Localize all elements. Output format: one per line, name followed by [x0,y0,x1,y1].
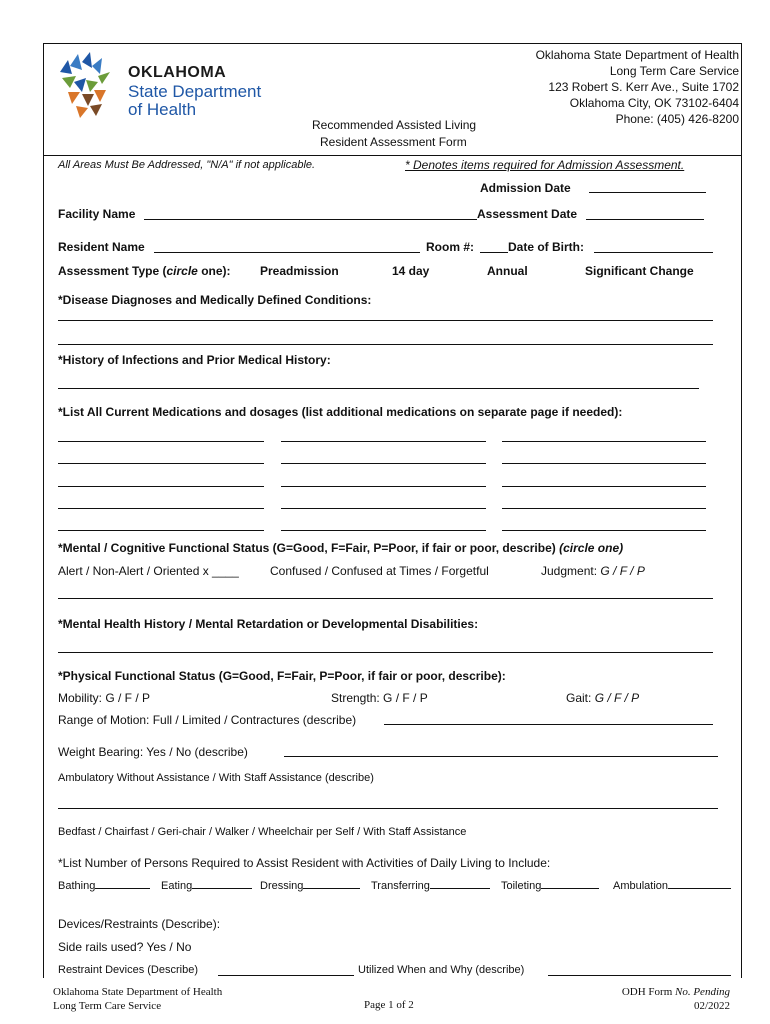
medication-line[interactable] [502,463,706,464]
option-14-day[interactable]: 14 day [392,264,430,278]
form-number [622,985,730,1013]
footer-agency-line: Long Term Care Service [53,1000,162,1012]
judgment-label: Judgment: [541,564,598,578]
history-heading: *History of Infections and Prior Medical History: [58,353,331,367]
mental-status-circle: (circle one) [559,541,624,555]
form-number-value: No. Pending [675,986,730,998]
history-line[interactable] [58,388,699,389]
range-of-motion-label: Range of Motion: Full / Limited / Contractures (describe) [58,713,357,727]
assessment-date-input[interactable] [586,219,704,220]
ambulatory-line[interactable] [58,808,718,809]
diagnoses-heading: *Disease Diagnoses and Medically Defined Conditions: [58,293,372,307]
address-line: Phone: (405) 426-8200 [615,112,739,126]
medications-heading: *List All Current Medications and dosages (list additional medications on separate page if needed): [58,405,623,419]
adl-eating-input[interactable] [192,877,252,889]
judgment-field[interactable] [541,564,645,578]
medication-line[interactable] [58,508,264,509]
address-line: 123 Robert S. Kerr Ave., Suite 1702 [548,80,739,94]
adl-dressing-label: Dressing [260,880,304,892]
mental-status-heading [58,541,623,555]
instruction-note: All Areas Must Be Addressed, "N/A" if not applicable. [58,159,316,171]
facility-name-label: Facility Name [58,207,136,221]
adl-toileting-input[interactable] [541,877,599,889]
facility-name-input[interactable] [144,219,477,220]
adl-dressing-input[interactable] [303,877,360,889]
medication-line[interactable] [281,508,486,509]
range-of-motion-input[interactable] [384,724,713,725]
medication-line[interactable] [58,486,264,487]
option-significant-change[interactable]: Significant Change [585,264,694,278]
admission-date-label: Admission Date [480,181,571,195]
assessment-type-end: one): [197,264,231,278]
address-line: Oklahoma City, OK 73102-6404 [569,96,739,110]
mental-status-text: *Mental / Cognitive Functional Status (G=Good, F=Fair, P=Poor, if fair or poor, describe) [58,541,556,555]
mental-status-line[interactable] [58,598,713,599]
agency-address [536,47,739,127]
adl-eating-label: Eating [161,880,193,892]
option-preadmission[interactable]: Preadmission [260,264,339,278]
adl-toileting-label: Toileting [501,880,542,892]
adl-toileting[interactable] [501,877,599,892]
restraint-label: Restraint Devices (Describe) [58,964,198,976]
restraint-input[interactable] [218,975,354,976]
weight-bearing-input[interactable] [284,756,718,757]
logo-text-oklahoma: OKLAHOMA [128,64,227,81]
adl-ambulation[interactable] [613,877,731,892]
assessment-date-label: Assessment Date [477,207,578,221]
confused-options[interactable]: Confused / Confused at Times / Forgetful [270,564,489,578]
medication-line[interactable] [281,486,486,487]
medication-line[interactable] [58,441,264,442]
form-number-line [622,985,730,999]
side-rails-options[interactable]: Side rails used? Yes / No [58,940,192,954]
medication-line[interactable] [502,508,706,509]
logo-text-of-health: of Health [128,100,197,119]
header-divider [43,155,741,156]
gait-options: G / F / P [594,691,640,705]
form-revision-date: 02/2022 [693,1000,730,1012]
address-line: Oklahoma State Department of Health [535,48,739,62]
adl-ambulation-label: Ambulation [613,880,669,892]
osdh-logo-icon [52,50,127,120]
adl-dressing[interactable] [260,877,360,892]
form-title: Recommended Assisted Living [312,118,477,132]
medication-line[interactable] [502,486,706,487]
form-subtitle: Resident Assessment Form [320,135,467,149]
medication-line[interactable] [281,441,486,442]
gait-label: Gait: [566,691,592,705]
assessment-type-text: Assessment Type ( [58,264,167,278]
devices-label: Devices/Restraints (Describe): [58,917,221,931]
dob-label: Date of Birth: [508,240,584,254]
resident-name-label: Resident Name [58,240,145,254]
strength-options[interactable]: Strength: G / F / P [331,691,428,705]
medication-line[interactable] [281,463,486,464]
utilized-input[interactable] [548,975,731,976]
option-annual[interactable]: Annual [487,264,528,278]
assessment-type-circle: circle [166,264,198,278]
adl-bathing[interactable] [58,877,150,892]
gait-field[interactable] [566,691,639,705]
diagnoses-line[interactable] [58,344,713,345]
medication-line[interactable] [58,530,264,531]
room-input[interactable] [480,252,508,253]
utilized-label: Utilized When and Why (describe) [358,964,525,976]
address-line: Long Term Care Service [609,64,739,78]
mental-health-heading: *Mental Health History / Mental Retardation or Developmental Disabilities: [58,617,479,631]
judgment-options: G / F / P [600,564,645,578]
mobility-options[interactable]: Mobility: G / F / P [58,691,151,705]
page-number: Page 1 of 2 [364,999,414,1011]
medication-line[interactable] [281,530,486,531]
adl-heading: *List Number of Persons Required to Assist Resident with Activities of Daily Living to Include: [58,856,551,870]
resident-name-input[interactable] [154,252,420,253]
bedfast-options[interactable]: Bedfast / Chairfast / Geri-chair / Walker / Wheelchair per Self / With Staff Assistance [58,826,467,838]
ambulatory-label: Ambulatory Without Assistance / With Staff Assistance (describe) [58,772,374,784]
adl-ambulation-input[interactable] [668,877,731,889]
medication-line[interactable] [58,463,264,464]
mental-health-line[interactable] [58,652,713,653]
footer-agency [53,985,222,1013]
admission-date-input[interactable] [589,192,706,193]
adl-eating[interactable] [161,877,252,892]
physical-status-heading: *Physical Functional Status (G=Good, F=Fair, P=Poor, if fair or poor, describe): [58,669,506,683]
logo-text-state-department: State Department [128,82,262,101]
alert-options[interactable]: Alert / Non-Alert / Oriented x ____ [58,564,239,578]
adl-bathing-label: Bathing [58,880,96,892]
adl-bathing-input[interactable] [95,877,150,889]
diagnoses-line[interactable] [58,320,713,321]
weight-bearing-label: Weight Bearing: Yes / No (describe) [58,745,248,759]
adl-transferring-input[interactable] [430,877,490,889]
required-note: * Denotes items required for Admission Assessment. [405,158,685,172]
medication-line[interactable] [502,530,706,531]
footer-agency-line: Oklahoma State Department of Health [53,986,223,998]
form-number-prefix: ODH Form [621,986,673,998]
dob-input[interactable] [594,252,713,253]
adl-transferring[interactable] [371,877,490,892]
medication-line[interactable] [502,441,706,442]
assessment-type-label [58,264,231,278]
adl-transferring-label: Transferring [371,880,430,892]
room-label: Room #: [426,240,474,254]
